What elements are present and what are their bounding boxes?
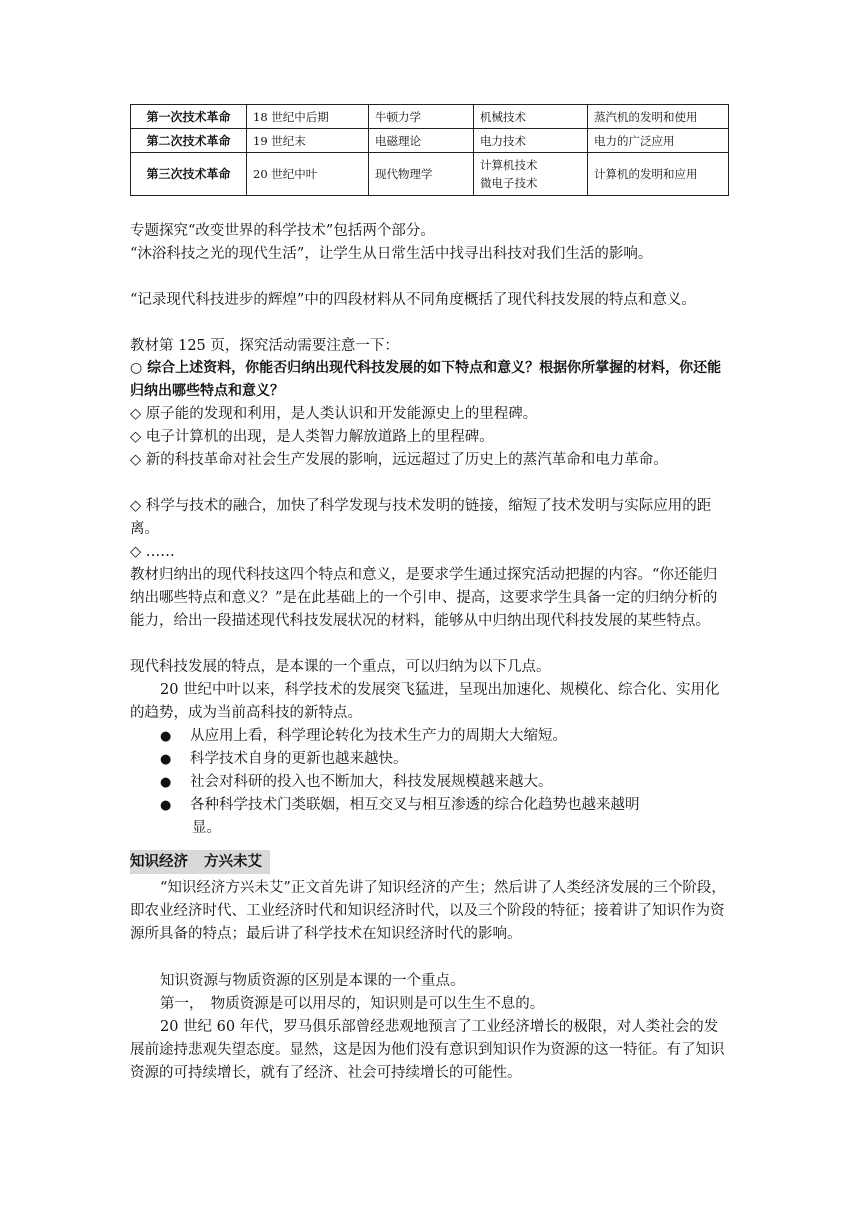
- table-cell: 蒸汽机的发明和使用: [588, 105, 729, 129]
- table-cell: 机械技术: [474, 105, 588, 129]
- paragraph: “沐浴科技之光的现代生活”，让学生从日常生活中找寻出科技对我们生活的影响。: [130, 246, 653, 262]
- table-cell: 第二次技术革命: [131, 129, 247, 153]
- table-cell: 电磁理论: [369, 129, 474, 153]
- list-item-text: 显。: [192, 820, 221, 836]
- list-item: [160, 794, 730, 840]
- paragraph: 现代科技发展的特点，是本课的一个重点，可以归纳为以下几点。: [130, 659, 551, 675]
- paragraph: 专题探究“改变世界的科学技术”包括两个部分。: [130, 223, 435, 239]
- table-cell: 电力的广泛应用: [588, 129, 729, 153]
- section-heading-part: 方兴未艾: [204, 854, 262, 870]
- table-cell: 电力技术: [474, 129, 588, 153]
- bullet-icon: ●: [160, 798, 172, 813]
- table-cell: 18 世纪中后期: [247, 105, 369, 129]
- paragraph: “记录现代科技进步的辉煌”中的四段材料从不同角度概括了现代科技发展的特点和意义。: [130, 292, 696, 308]
- paragraph: “知识经济方兴未艾”正文首先讲了知识经济的产生；然后讲了人类经济发展的三个阶段，即农业经济时代、工业经济时代和知识经济时代，以及三个阶段的特征；接着讲了知识作为资源所具备的特点；最后讲了科学技术在知识经济时代的影响。: [130, 880, 726, 942]
- paragraph: 20 世纪 60 年代，罗马俱乐部曾经悲观地预言了工业经济增长的极限，对人类社会的发展前途持悲观失望态度。显然，这是因为他们没有意识到知识作为资源的这一特征。有了知识资源的可持续增长，就有了经济、社会可持续增长的可能性。: [130, 1019, 725, 1081]
- section-heading: [130, 850, 270, 874]
- paragraph: 第一， 物质资源是可以用尽的，知识则是可以生生不息的。: [160, 996, 545, 1012]
- paragraph: 知识资源与物质资源的区别是本课的一个重点。: [160, 973, 465, 989]
- paragraph: 20 世纪中叶以来，科学技术的发展突飞猛进，呈现出加速化、规模化、综合化、实用化的趋势，成为当前高科技的新特点。: [130, 682, 720, 721]
- technology-revolution-table: [130, 104, 729, 196]
- table-row: [131, 105, 729, 129]
- cell-line: 计算机技术: [480, 158, 538, 172]
- section-heading-part: 知识经济: [130, 854, 188, 870]
- table-cell: 19 世纪末: [247, 129, 369, 153]
- table-cell: 第三次技术革命: [131, 153, 247, 196]
- list-item-text: 科学技术自身的更新也越来越快。: [190, 751, 408, 767]
- paragraph: 教材归纳出的现代科技这四个特点和意义，是要求学生通过探究活动把握的内容。“你还能归纳出哪些特点和意义？”是在此基础上的一个引申、提高，这要求学生具备一定的归纳分析的能力，给出一段描述现代科技发展状况的材料，能够从中归纳出现代科技发展的某些特点。: [130, 567, 718, 629]
- paragraph: 教材第 125 页，探究活动需要注意一下：: [130, 338, 399, 354]
- list-item: ◇ 新的科技革命对社会生产发展的影响，远远超过了历史上的蒸汽革命和电力革命。: [130, 452, 668, 468]
- list-item-text: 从应用上看，科学理论转化为技术生产力的周期大大缩短。: [190, 728, 567, 744]
- table-cell: 计算机的发明和应用: [588, 153, 729, 196]
- list-item: ◇ 电子计算机的出现，是人类智力解放道路上的里程碑。: [130, 429, 494, 445]
- list-item-text: 社会对科研的投入也不断加大，科技发展规模越来越大。: [190, 774, 553, 790]
- table-cell: 第一次技术革命: [131, 105, 247, 129]
- question-paragraph: ○ 综合上述资料，你能否归纳出现代科技发展的如下特点和意义？根据你所掌握的材料，你还能归纳出哪些特点和意义？: [130, 360, 722, 399]
- list-item: [160, 748, 730, 771]
- bullet-icon: ●: [160, 729, 172, 744]
- table-row: [131, 153, 729, 196]
- list-item: ◇ 原子能的发现和利用，是人类认识和开发能源史上的里程碑。: [130, 406, 538, 422]
- table-cell: 牛顿力学: [369, 105, 474, 129]
- cell-line: 微电子技术: [480, 176, 538, 190]
- bullet-icon: ●: [160, 775, 172, 790]
- list-item: ◇ 科学与技术的融合，加快了科学发现与技术发明的链接，缩短了技术发明与实际应用的距离。: [130, 498, 712, 537]
- list-item: ◇ ……: [130, 544, 175, 560]
- table-cell: 20 世纪中叶: [247, 153, 369, 196]
- list-item: [160, 725, 730, 748]
- list-item-text: 各种科学技术门类联姻，相互交叉与相互渗透的综合化趋势也越来越明: [190, 797, 640, 813]
- table-row: [131, 129, 729, 153]
- bullet-icon: ●: [160, 752, 172, 767]
- table-cell: 现代物理学: [369, 153, 474, 196]
- list-item: [160, 771, 730, 794]
- table-cell: [474, 153, 588, 196]
